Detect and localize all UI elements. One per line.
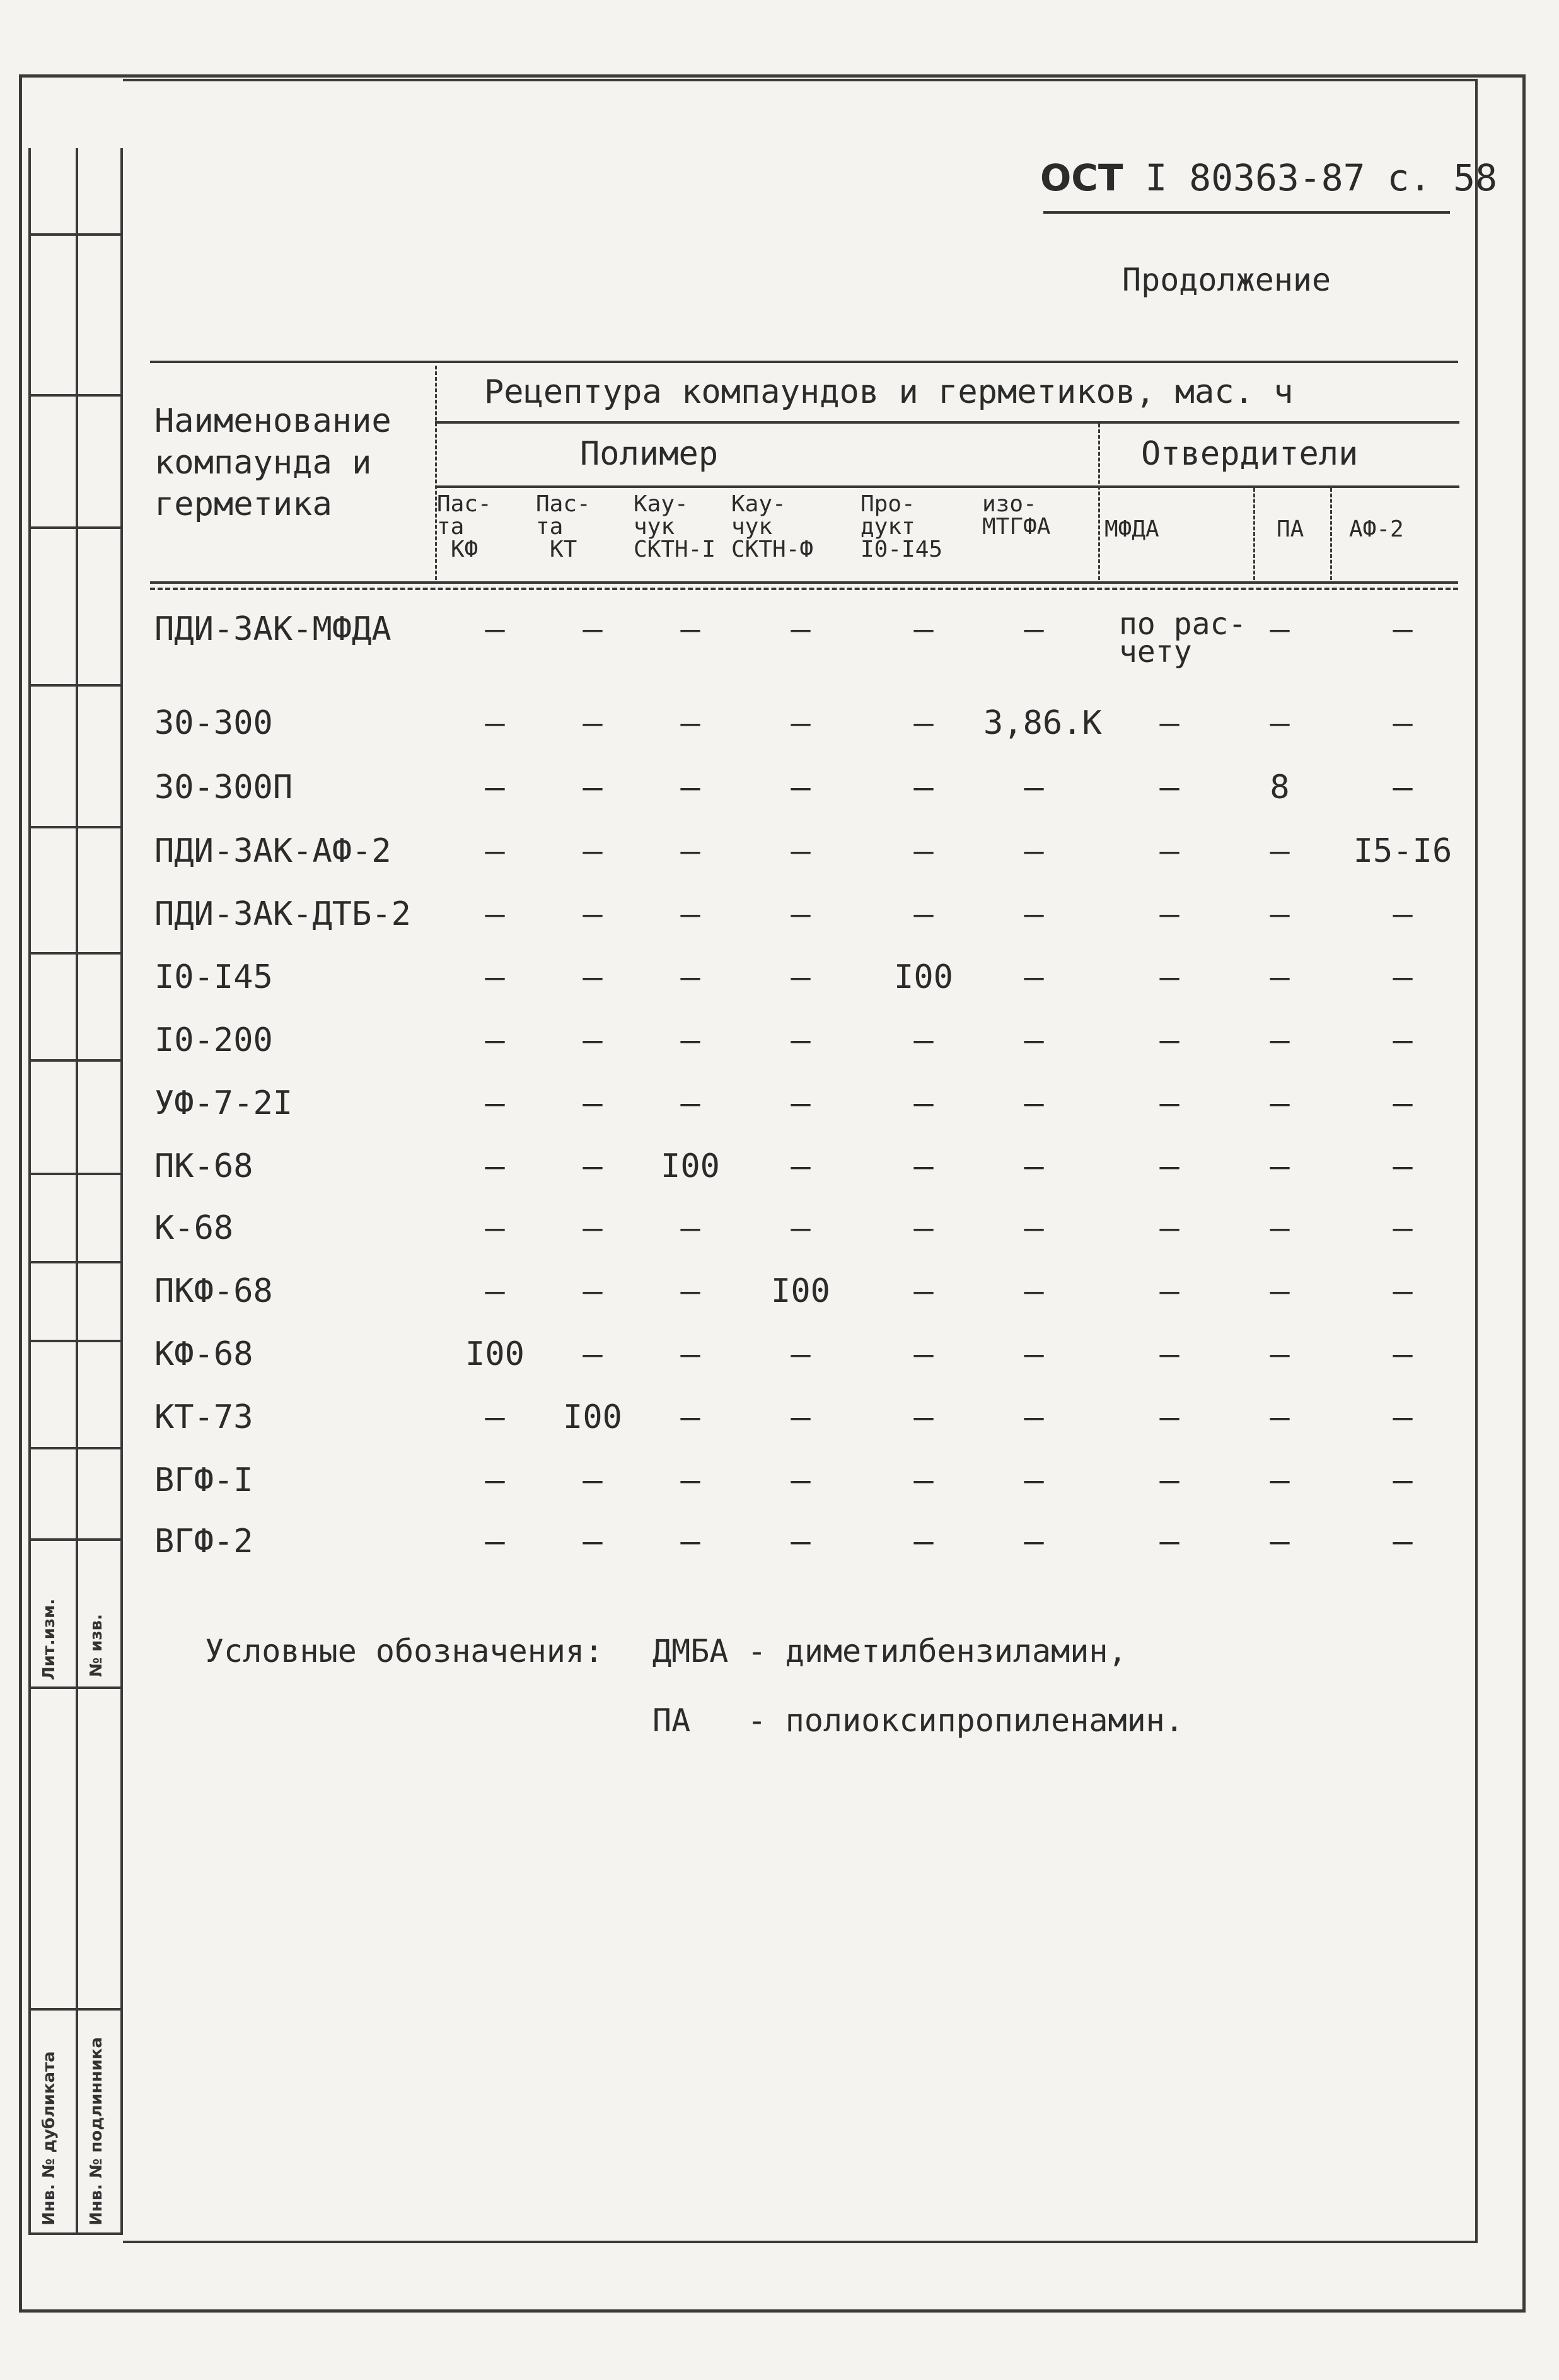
table-cell: – xyxy=(791,1147,811,1185)
table-cell: – xyxy=(680,1335,700,1373)
strip-rule xyxy=(28,526,123,529)
table-cell: – xyxy=(485,1523,505,1560)
table-cell: – xyxy=(1024,1084,1044,1122)
table-cell: – xyxy=(791,895,811,933)
table-cell: – xyxy=(1159,1021,1179,1059)
header-bottom-rule-dashed xyxy=(150,588,1458,590)
row-name: УФ-7-2I xyxy=(154,1084,293,1122)
strip-rule xyxy=(28,952,123,955)
row-name: ПДИ-ЗАК-МФДА xyxy=(154,610,391,648)
column-header: Про- дукт I0-I45 xyxy=(861,491,943,562)
strip-rule xyxy=(28,394,123,397)
table-cell: – xyxy=(791,1398,811,1436)
lit-izm-label: Лит.изм. xyxy=(40,1598,59,1680)
table-cell: – xyxy=(680,895,700,933)
col-separator xyxy=(1098,424,1100,580)
column-header: Пас- та КТ xyxy=(536,491,591,562)
strip-rule xyxy=(28,1059,123,1062)
page-number: с. 58 xyxy=(1387,156,1498,199)
header-underline xyxy=(1043,211,1450,214)
strip-rule xyxy=(28,1261,123,1263)
table-cell: – xyxy=(1393,769,1413,806)
table-cell: – xyxy=(791,1021,811,1059)
col-separator xyxy=(1330,488,1332,580)
row-name: ПДИ-ЗАК-АФ-2 xyxy=(154,832,391,870)
table-cell: – xyxy=(1159,895,1179,933)
table-cell: – xyxy=(913,1272,934,1310)
row-name: КФ-68 xyxy=(154,1335,253,1373)
group-header: Рецептура компаундов и герметиков, мас. ч xyxy=(484,373,1294,411)
table-cell: – xyxy=(1159,1209,1179,1247)
table-cell: – xyxy=(485,1021,505,1059)
column-header: АФ-2 xyxy=(1349,516,1404,542)
table-cell: – xyxy=(1270,895,1290,933)
strip-rule xyxy=(28,1340,123,1342)
table-cell: – xyxy=(913,704,934,742)
table-cell: – xyxy=(1024,1209,1044,1247)
table-cell: – xyxy=(582,1147,603,1185)
table-cell: – xyxy=(680,1021,700,1059)
name-header-line: герметика xyxy=(154,485,332,523)
table-cell: – xyxy=(913,1147,934,1185)
row-name: 30-300 xyxy=(154,704,273,742)
table-cell: – xyxy=(1159,1398,1179,1436)
table-cell: – xyxy=(1270,704,1290,742)
table-cell: – xyxy=(485,895,505,933)
table-cell: – xyxy=(680,1272,700,1310)
table-cell: – xyxy=(1270,1021,1290,1059)
table-cell: – xyxy=(913,1398,934,1436)
table-cell: – xyxy=(913,1335,934,1373)
table-cell: – xyxy=(1270,1335,1290,1373)
table-cell: – xyxy=(1393,610,1413,648)
column-header: изо- МТГФА xyxy=(982,491,1051,540)
column-header: Кау- чук СКТН-I xyxy=(634,491,716,562)
table-cell: – xyxy=(582,704,603,742)
table-cell: – xyxy=(1393,1021,1413,1059)
strip-rule xyxy=(28,1686,123,1689)
table-cell: – xyxy=(1270,1147,1290,1185)
row-name: I0-I45 xyxy=(154,958,273,996)
table-cell: – xyxy=(791,1084,811,1122)
table-cell: – xyxy=(582,769,603,806)
table-cell: – xyxy=(1024,1398,1044,1436)
table-cell: 8 xyxy=(1270,769,1290,806)
table-cell: – xyxy=(1024,958,1044,996)
doc-number: I 80363-87 xyxy=(1145,156,1365,199)
row-name: ПКФ-68 xyxy=(154,1272,273,1310)
table-cell: I00 xyxy=(563,1398,622,1436)
table-cell: – xyxy=(485,1084,505,1122)
continuation-label: Продолжение xyxy=(1122,262,1331,298)
table-cell: – xyxy=(485,1461,505,1499)
table-cell: – xyxy=(1024,610,1044,648)
table-cell: – xyxy=(485,1147,505,1185)
table-cell: – xyxy=(1270,1209,1290,1247)
table-cell: – xyxy=(680,704,700,742)
table-cell: – xyxy=(1393,1523,1413,1560)
strip-border xyxy=(28,148,31,2235)
table-cell: – xyxy=(791,1209,811,1247)
strip-rule xyxy=(28,826,123,828)
table-cell: – xyxy=(582,1272,603,1310)
table-cell: – xyxy=(582,1335,603,1373)
table-cell: – xyxy=(1393,1147,1413,1185)
table-cell: – xyxy=(1024,1461,1044,1499)
row-name: К-68 xyxy=(154,1209,234,1247)
table-cell: – xyxy=(1393,1461,1413,1499)
table-cell: – xyxy=(1270,1461,1290,1499)
table-cell: – xyxy=(1159,1272,1179,1310)
table-cell: – xyxy=(485,1209,505,1247)
strip-rule xyxy=(28,2008,123,2011)
table-cell: – xyxy=(1159,958,1179,996)
notes-label: Условные обозначения: xyxy=(205,1633,604,1669)
strip-divider xyxy=(76,148,78,2235)
table-cell: I5-I6 xyxy=(1353,832,1452,870)
table-cell: – xyxy=(1024,1335,1044,1373)
table-cell: – xyxy=(582,1209,603,1247)
table-cell: – xyxy=(680,958,700,996)
table-cell: 3,86.К xyxy=(983,704,1102,742)
table-cell: – xyxy=(1393,1272,1413,1310)
column-header: ПА xyxy=(1277,516,1304,542)
strip-rule xyxy=(28,684,123,687)
table-cell: – xyxy=(1024,1272,1044,1310)
table-cell: – xyxy=(485,704,505,742)
table-cell: – xyxy=(582,1523,603,1560)
table-cell: – xyxy=(791,1335,811,1373)
table-cell: – xyxy=(582,832,603,870)
table-cell: – xyxy=(680,769,700,806)
name-header-line: компаунда и xyxy=(154,444,372,482)
table-cell: – xyxy=(913,832,934,870)
table-cell: – xyxy=(1159,1084,1179,1122)
table-cell: – xyxy=(680,610,700,648)
table-cell: – xyxy=(913,895,934,933)
table-cell: – xyxy=(1270,1523,1290,1560)
note-pa: ПА - полиоксипропиленамин. xyxy=(652,1702,1184,1739)
table-cell: – xyxy=(1270,958,1290,996)
doc-standard-label: ОСТ xyxy=(1040,156,1123,199)
table-cell: – xyxy=(1159,1147,1179,1185)
table-cell: – xyxy=(1393,895,1413,933)
table-cell: – xyxy=(913,1084,934,1122)
table-cell: – xyxy=(791,1461,811,1499)
column-header: Пас- та КФ xyxy=(437,491,492,562)
table-cell: – xyxy=(485,610,505,648)
table-cell: – xyxy=(913,1523,934,1560)
side-stamp-strip xyxy=(28,148,123,2235)
table-cell: – xyxy=(1024,769,1044,806)
table-cell: – xyxy=(1024,832,1044,870)
table-cell: по рас- чету xyxy=(1119,607,1247,670)
table-cell: – xyxy=(791,832,811,870)
subgroup-header-rule xyxy=(435,485,1459,488)
table-cell: – xyxy=(485,832,505,870)
column-header: МФДА xyxy=(1104,516,1159,542)
table-cell: I00 xyxy=(465,1335,524,1373)
table-cell: – xyxy=(1024,1523,1044,1560)
table-cell: – xyxy=(680,1398,700,1436)
table-cell: – xyxy=(582,958,603,996)
strip-border xyxy=(120,148,123,2235)
name-header-line: Наименование xyxy=(154,402,391,440)
strip-rule xyxy=(28,233,123,236)
table-cell: – xyxy=(1270,1084,1290,1122)
row-name: ПК-68 xyxy=(154,1147,253,1185)
table-cell: – xyxy=(582,1461,603,1499)
table-cell: – xyxy=(485,1272,505,1310)
table-cell: – xyxy=(1159,1335,1179,1373)
table-cell: – xyxy=(680,1523,700,1560)
table-cell: – xyxy=(1393,958,1413,996)
polymer-header: Полимер xyxy=(580,435,719,473)
name-column-header xyxy=(154,400,391,525)
strip-rule xyxy=(28,1447,123,1449)
table-cell: – xyxy=(582,895,603,933)
table-cell: – xyxy=(1393,1209,1413,1247)
group-header-rule xyxy=(435,421,1459,424)
table-cell: – xyxy=(791,769,811,806)
table-cell: – xyxy=(1159,769,1179,806)
table-cell: – xyxy=(485,769,505,806)
table-cell: – xyxy=(1393,1084,1413,1122)
inv-dublicate-label: Инв. № дубликата xyxy=(40,2051,59,2226)
row-name: ПДИ-ЗАК-ДТБ-2 xyxy=(154,895,411,933)
table-cell: – xyxy=(582,610,603,648)
table-cell: – xyxy=(791,1523,811,1560)
table-cell: – xyxy=(1159,832,1179,870)
table-cell: – xyxy=(1270,832,1290,870)
table-top-rule xyxy=(150,361,1458,363)
document-designation xyxy=(1040,156,1497,199)
table-cell: – xyxy=(913,1209,934,1247)
table-cell: – xyxy=(1393,704,1413,742)
row-name: ВГФ-2 xyxy=(154,1523,253,1560)
header-bottom-rule xyxy=(150,581,1458,584)
table-cell: – xyxy=(485,958,505,996)
table-cell: – xyxy=(1393,1335,1413,1373)
table-cell: – xyxy=(791,610,811,648)
strip-rule xyxy=(28,2232,123,2235)
table-cell: – xyxy=(1024,1147,1044,1185)
table-cell: – xyxy=(1159,1523,1179,1560)
table-cell: – xyxy=(791,958,811,996)
table-cell: – xyxy=(913,1021,934,1059)
table-cell: I00 xyxy=(894,958,953,996)
table-cell: – xyxy=(913,769,934,806)
table-cell: – xyxy=(791,704,811,742)
table-cell: – xyxy=(1393,1398,1413,1436)
table-cell: – xyxy=(680,1461,700,1499)
row-name: I0-200 xyxy=(154,1021,273,1059)
row-name: КТ-73 xyxy=(154,1398,253,1436)
table-cell: – xyxy=(1270,1398,1290,1436)
table-cell: – xyxy=(1024,1021,1044,1059)
table-cell: I00 xyxy=(771,1272,830,1310)
table-cell: – xyxy=(913,1461,934,1499)
row-name: 30-300П xyxy=(154,769,293,806)
table-cell: – xyxy=(1024,895,1044,933)
table-cell: – xyxy=(1159,704,1179,742)
table-cell: – xyxy=(1270,610,1290,648)
hardener-header: Отвердители xyxy=(1141,435,1359,473)
no-izv-label: № изв. xyxy=(87,1614,106,1677)
table-cell: – xyxy=(1159,1461,1179,1499)
table-cell: – xyxy=(680,1209,700,1247)
row-name: ВГФ-I xyxy=(154,1461,253,1499)
table-cell: – xyxy=(680,1084,700,1122)
column-header: Кау- чук СКТН-Ф xyxy=(731,491,814,562)
table-cell: – xyxy=(582,1084,603,1122)
table-cell: – xyxy=(582,1021,603,1059)
note-dmba: ДМБА - диметилбензиламин, xyxy=(652,1633,1127,1669)
strip-rule xyxy=(28,1173,123,1175)
table-cell: – xyxy=(1270,1272,1290,1310)
inv-original-label: Инв. № подлинника xyxy=(87,2037,106,2226)
strip-rule xyxy=(28,1538,123,1541)
col-separator xyxy=(1253,488,1255,580)
table-cell: I00 xyxy=(661,1147,720,1185)
table-cell: – xyxy=(913,610,934,648)
table-cell: – xyxy=(680,832,700,870)
table-cell: – xyxy=(485,1398,505,1436)
